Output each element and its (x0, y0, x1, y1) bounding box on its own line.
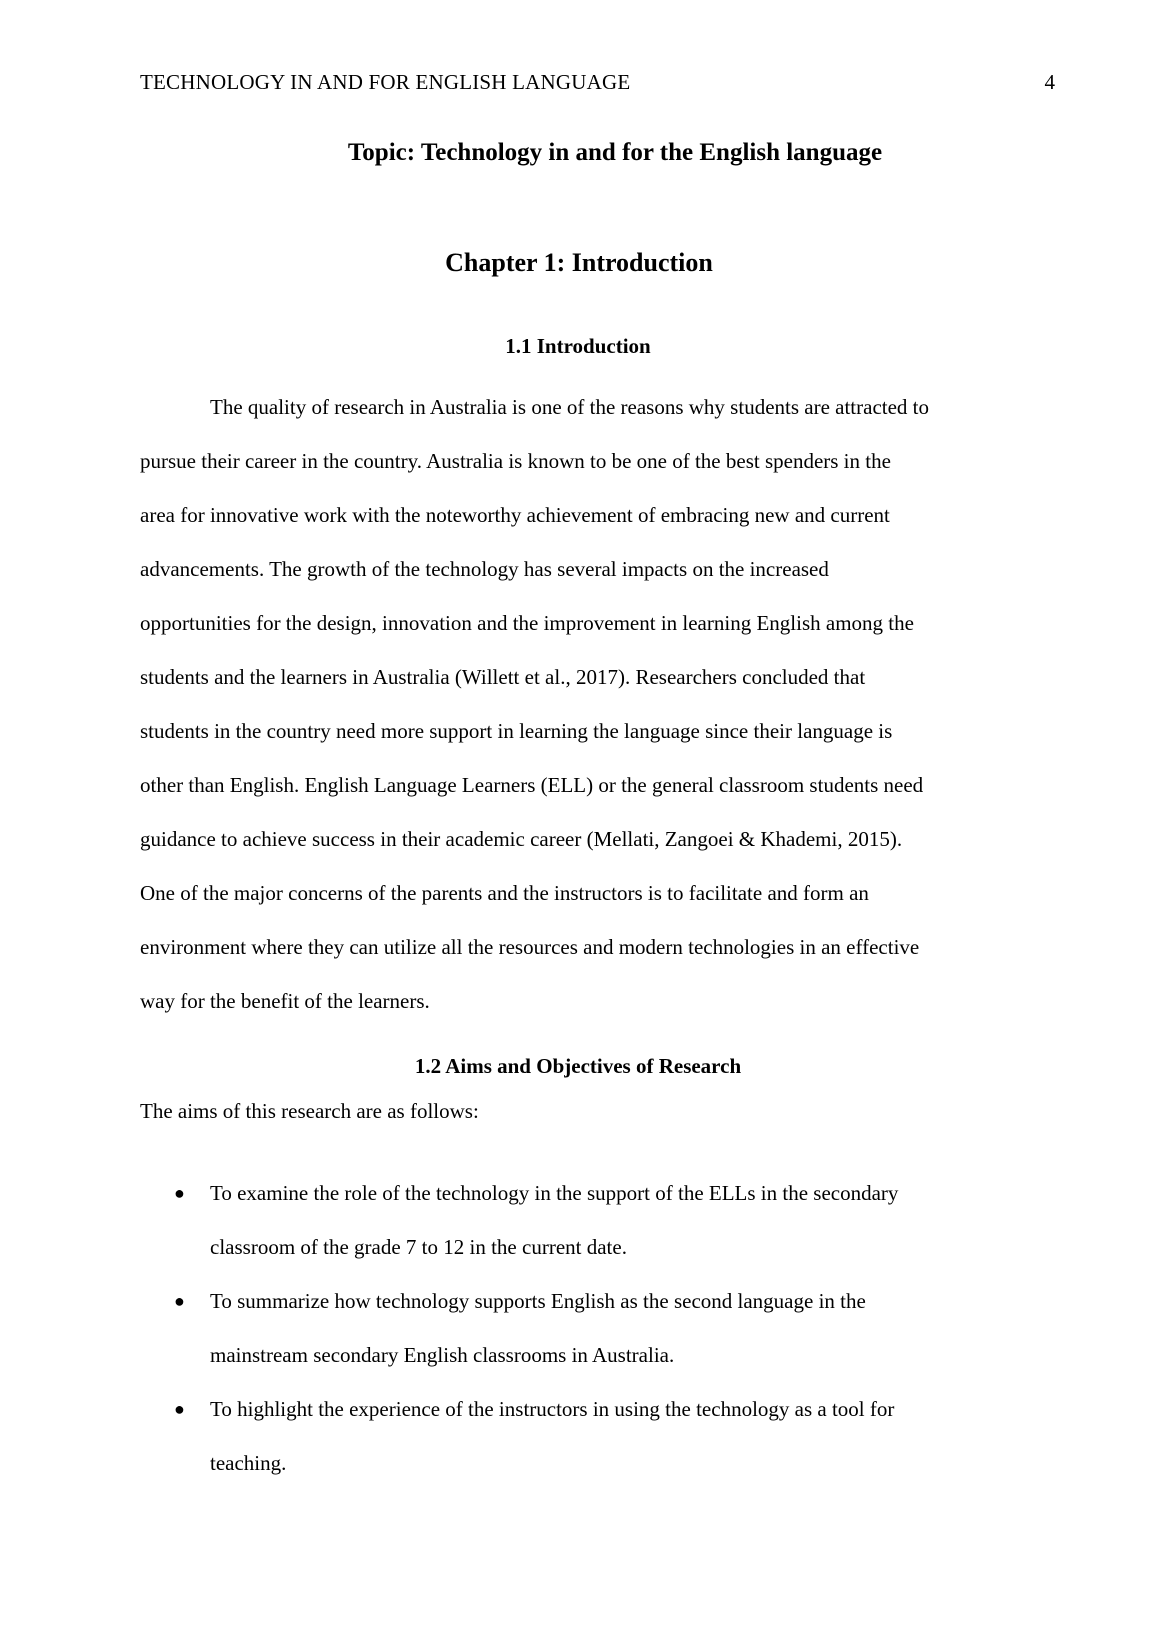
aims-intro: The aims of this research are as follows: (140, 1099, 479, 1123)
paragraph-line: way for the benefit of the learners. (140, 989, 430, 1013)
bullet-icon: ● (174, 1399, 185, 1419)
paragraph-line: The quality of research in Australia is one of the reasons why students are attracted to (210, 395, 930, 419)
list-item-line: To summarize how technology supports English as the second language in the (210, 1289, 866, 1313)
chapter-title: Chapter 1: Introduction (445, 248, 713, 277)
list-item (140, 1274, 1020, 1382)
paragraph-line: guidance to achieve success in their academic career (Mellati, Zangoei & Khademi, 2015). (140, 827, 903, 851)
paragraph-line: One of the major concerns of the parents and the instructors is to facilitate and form an (140, 881, 869, 905)
list-item-line: To highlight the experience of the instructors in using the technology as a tool for (210, 1397, 895, 1421)
paragraph-line: environment where they can utilize all the resources and modern technologies in an effective (140, 935, 920, 959)
list-item-line: teaching. (210, 1451, 287, 1475)
paragraph-line: other than English. English Language Learners (ELL) or the general classroom students need (140, 773, 924, 797)
bullet-icon: ● (174, 1183, 185, 1203)
paragraph-line: students in the country need more support in learning the language since their language is (140, 719, 893, 743)
paragraph-line: advancements. The growth of the technology has several impacts on the increased (140, 557, 829, 581)
list-item (140, 1166, 1020, 1274)
paragraph-line: students and the learners in Australia (Willett et al., 2017). Researchers concluded that (140, 665, 866, 689)
paragraph-line: pursue their career in the country. Australia is known to be one of the best spenders in the (140, 449, 891, 473)
paragraph-line: opportunities for the design, innovation and the improvement in learning English among the (140, 611, 914, 635)
section-heading-aims: 1.2 Aims and Objectives of Research (414, 1054, 742, 1078)
list-item-line: classroom of the grade 7 to 12 in the current date. (210, 1235, 627, 1259)
section-heading-introduction: 1.1 Introduction (505, 334, 651, 358)
introduction-paragraph (140, 380, 1020, 1028)
list-item-line: To examine the role of the technology in the support of the ELLs in the secondary (210, 1181, 899, 1205)
aims-list (140, 1166, 1020, 1490)
topic-title: Topic: Technology in and for the English language (347, 139, 883, 166)
list-item (140, 1382, 1020, 1490)
bullet-icon: ● (174, 1291, 185, 1311)
list-item-line: mainstream secondary English classrooms in Australia. (210, 1343, 675, 1367)
running-head: TECHNOLOGY IN AND FOR ENGLISH LANGUAGE (140, 70, 631, 94)
page-number: 4 (1044, 70, 1055, 94)
paragraph-line: area for innovative work with the noteworthy achievement of embracing new and current (140, 503, 890, 527)
